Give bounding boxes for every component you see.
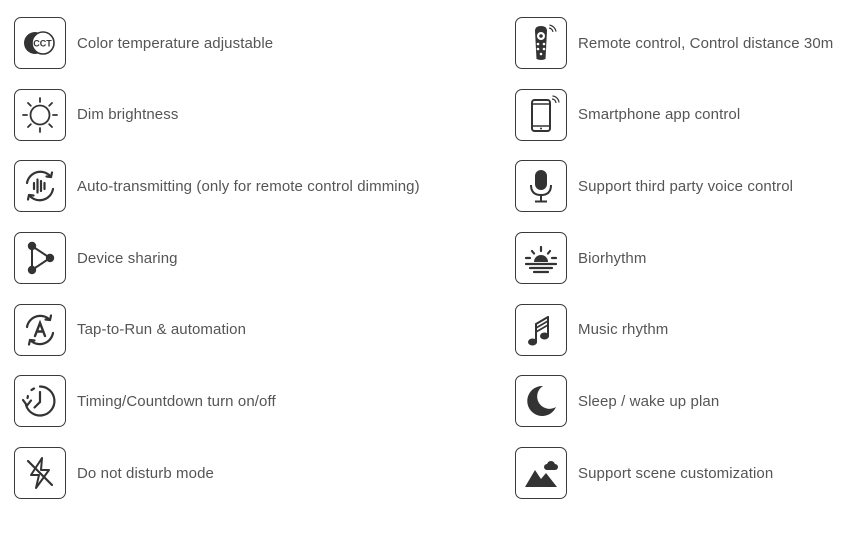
feature-label: Color temperature adjustable <box>77 34 274 52</box>
feature-biorhythm <box>515 232 860 284</box>
feature-cct <box>14 17 484 69</box>
microphone-icon <box>515 160 567 212</box>
feature-do-not-disturb <box>14 447 484 499</box>
brightness-sun-icon <box>14 89 66 141</box>
landscape-scene-icon <box>515 447 567 499</box>
feature-scene-customization <box>515 447 860 499</box>
timer-icon <box>14 375 66 427</box>
feature-remote-control <box>515 17 860 69</box>
feature-sleep-wake <box>515 375 860 427</box>
features-left-column <box>14 17 484 519</box>
feature-label: Support scene customization <box>578 464 774 482</box>
tap-to-run-icon <box>14 304 66 356</box>
feature-voice-control <box>515 160 860 212</box>
share-icon <box>14 232 66 284</box>
sunrise-icon <box>515 232 567 284</box>
feature-label: Biorhythm <box>578 249 647 267</box>
remote-control-icon <box>515 17 567 69</box>
moon-sleep-icon <box>515 375 567 427</box>
feature-music-rhythm <box>515 304 860 356</box>
feature-label: Support third party voice control <box>578 177 794 195</box>
feature-device-sharing <box>14 232 484 284</box>
music-note-icon <box>515 304 567 356</box>
auto-transmitting-icon <box>14 160 66 212</box>
features-right-column <box>515 17 860 519</box>
feature-label: Do not disturb mode <box>77 464 214 482</box>
cct-icon-text: CCT <box>33 38 52 49</box>
feature-label: Sleep / wake up plan <box>578 392 720 410</box>
smartphone-icon <box>515 89 567 141</box>
feature-label: Device sharing <box>77 249 178 267</box>
feature-auto-transmitting <box>14 160 484 212</box>
feature-smartphone <box>515 89 860 141</box>
feature-label: Remote control, Control distance 30m <box>578 34 834 52</box>
feature-label: Auto-transmitting (only for remote control dimming) <box>77 177 420 195</box>
feature-label: Tap-to-Run & automation <box>77 321 247 339</box>
feature-label: Dim brightness <box>77 106 179 124</box>
feature-label: Music rhythm <box>578 321 669 339</box>
feature-label: Smartphone app control <box>578 106 741 124</box>
feature-tap-to-run <box>14 304 484 356</box>
do-not-disturb-icon <box>14 447 66 499</box>
feature-timing-countdown <box>14 375 484 427</box>
cct-icon <box>14 17 66 69</box>
feature-label: Timing/Countdown turn on/off <box>77 392 276 410</box>
feature-dim-brightness <box>14 89 484 141</box>
